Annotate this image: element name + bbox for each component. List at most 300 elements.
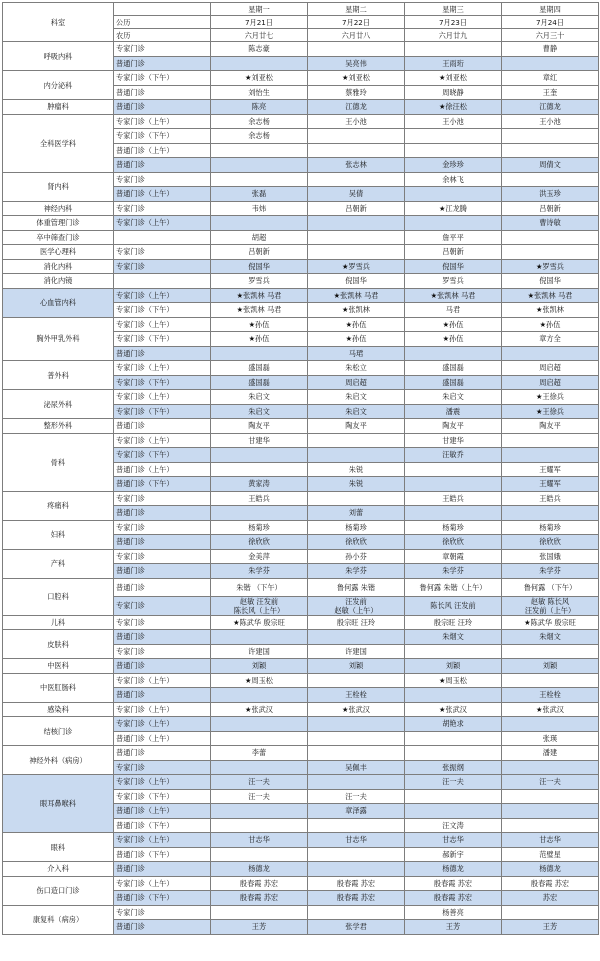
doctor-cell — [502, 346, 599, 361]
department-name: 皮肤科 — [3, 630, 114, 659]
doctor-cell: 张振纲 — [405, 760, 502, 775]
clinic-type: 专家门诊（上午） — [114, 317, 211, 332]
schedule-row — [3, 361, 599, 376]
doctor-cell: 余志杨 — [211, 129, 308, 144]
doctor-cell: 甘志华 — [211, 833, 308, 848]
doctor-cell: 周启超 — [502, 361, 599, 376]
schedule-row — [3, 905, 599, 920]
doctor-cell: 甘志华 — [405, 833, 502, 848]
doctor-cell: 周晓静 — [405, 85, 502, 100]
clinic-type: 专家门诊（下午） — [114, 129, 211, 144]
doctor-cell: 周倩文 — [502, 158, 599, 173]
doctor-cell — [308, 905, 405, 920]
schedule-row — [3, 114, 599, 129]
department-name: 神经内科 — [3, 201, 114, 216]
clinic-type: 专家门诊 — [114, 760, 211, 775]
doctor-cell: 殷春霞 苏宏 — [405, 876, 502, 891]
doctor-cell: 张瑛 — [502, 731, 599, 746]
doctor-cell: 章朝霞 — [405, 549, 502, 564]
schedule-row — [3, 433, 599, 448]
schedule-row — [3, 274, 599, 289]
schedule-row — [3, 775, 599, 790]
doctor-cell — [211, 506, 308, 521]
doctor-cell — [405, 644, 502, 659]
clinic-type: 专家门诊 — [114, 644, 211, 659]
doctor-cell: 章泽露 — [308, 804, 405, 819]
doctor-cell — [308, 775, 405, 790]
clinic-type: 专家门诊（下午） — [114, 404, 211, 419]
doctor-cell: 朱学芬 — [211, 564, 308, 579]
doctor-cell: 刘颖 — [405, 659, 502, 674]
doctor-cell — [405, 731, 502, 746]
schedule-row — [3, 419, 599, 434]
clinic-type: 专家门诊 — [114, 520, 211, 535]
doctor-cell: 李蕾 — [211, 746, 308, 761]
doctor-cell — [211, 905, 308, 920]
doctor-cell: 殷春霞 苏宏 — [405, 891, 502, 906]
doctor-cell: ★江龙腾 — [405, 201, 502, 216]
doctor-cell: 殷宗旺 汪玲 — [405, 615, 502, 630]
doctor-cell: 鲁何露 朱锴 — [308, 578, 405, 596]
doctor-cell: 罗雪兵 — [211, 274, 308, 289]
clinic-type: 普通门诊 — [114, 659, 211, 674]
doctor-cell — [211, 346, 308, 361]
doctor-cell: 汪一夫 — [211, 775, 308, 790]
doctor-cell: 殷宗旺 汪玲 — [308, 615, 405, 630]
doctor-cell: ★周玉松 — [405, 673, 502, 688]
doctor-cell: 周启超 — [308, 375, 405, 390]
doctor-cell: 张志林 — [308, 158, 405, 173]
clinic-type: 普通门诊（上午） — [114, 804, 211, 819]
doctor-cell — [502, 506, 599, 521]
clinic-type: 普通门诊（下午） — [114, 477, 211, 492]
doctor-cell: 倪国华 — [502, 274, 599, 289]
department-name: 肾内科 — [3, 172, 114, 201]
doctor-cell: 刘怡生 — [211, 85, 308, 100]
doctor-cell: 黄家涛 — [211, 477, 308, 492]
doctor-cell: 刘蕾 — [308, 506, 405, 521]
doctor-cell — [308, 216, 405, 231]
doctor-cell: 金珍珍 — [405, 158, 502, 173]
doctor-cell: 汪一夫 — [211, 789, 308, 804]
doctor-cell: ★孙伍 — [211, 332, 308, 347]
clinic-type: 专家门诊 — [114, 201, 211, 216]
doctor-cell: 朱学芬 — [308, 564, 405, 579]
doctor-cell: ★张武汉 — [308, 702, 405, 717]
doctor-cell — [308, 630, 405, 645]
doctor-cell: ★张凯林 马君 — [211, 288, 308, 303]
clinic-type: 专家门诊（下午） — [114, 303, 211, 318]
doctor-cell: 倪国华 — [211, 259, 308, 274]
doctor-cell: 章红 — [502, 71, 599, 86]
doctor-cell: ★孙伍 — [308, 317, 405, 332]
doctor-cell: 王小池 — [308, 114, 405, 129]
doctor-cell — [502, 433, 599, 448]
clinic-type: 专家门诊（上午） — [114, 114, 211, 129]
doctor-cell: 潘震 — [405, 404, 502, 419]
doctor-cell: 洪玉珍 — [502, 187, 599, 202]
doctor-cell: ★孙伍 — [405, 317, 502, 332]
clinic-type: 专家门诊（上午） — [114, 288, 211, 303]
clinic-type: 普通门诊 — [114, 630, 211, 645]
clinic-type: 普通门诊（上午） — [114, 731, 211, 746]
doctor-cell: 盛国磊 — [405, 361, 502, 376]
clinic-type: 专家门诊 — [114, 42, 211, 57]
clinic-type: 专家门诊 — [114, 549, 211, 564]
solar-date-1: 7月21日 — [211, 16, 308, 29]
doctor-cell — [502, 717, 599, 732]
doctor-cell: 朱学芬 — [502, 564, 599, 579]
doctor-cell: 盛国磊 — [211, 361, 308, 376]
doctor-cell — [405, 143, 502, 158]
schedule-row — [3, 71, 599, 86]
doctor-cell: ★陈武华 殷宗旺 — [502, 615, 599, 630]
doctor-cell — [211, 143, 308, 158]
clinic-type: 普通门诊（上午） — [114, 462, 211, 477]
doctor-cell: 朱启文 — [211, 390, 308, 405]
doctor-cell: 王雨珩 — [405, 56, 502, 71]
department-name: 心血管内科 — [3, 288, 114, 317]
doctor-cell: ★刘亚松 — [211, 71, 308, 86]
doctor-cell: ★孙伍 — [502, 317, 599, 332]
doctor-cell: 余志杨 — [211, 114, 308, 129]
doctor-cell — [405, 42, 502, 57]
doctor-cell: 汪文涛 — [405, 818, 502, 833]
doctor-cell: 王皓兵 — [502, 491, 599, 506]
doctor-cell — [502, 804, 599, 819]
schedule-row — [3, 288, 599, 303]
weekday-1: 星期一 — [211, 3, 308, 16]
clinic-type: 专家门诊 — [114, 491, 211, 506]
doctor-cell — [308, 717, 405, 732]
doctor-cell: 江德龙 — [502, 100, 599, 115]
schedule-row — [3, 659, 599, 674]
doctor-cell — [405, 804, 502, 819]
doctor-cell: 吴亮伟 — [308, 56, 405, 71]
clinic-type: 普通门诊 — [114, 419, 211, 434]
schedule-row — [3, 876, 599, 891]
doctor-cell: 刘颖 — [502, 659, 599, 674]
doctor-cell: 徐欣欣 — [211, 535, 308, 550]
doctor-cell — [308, 818, 405, 833]
doctor-cell — [211, 462, 308, 477]
clinic-type: 专家门诊（上午） — [114, 775, 211, 790]
clinic-type: 普通门诊（下午） — [114, 891, 211, 906]
doctor-cell — [211, 717, 308, 732]
solar-date-4: 7月24日 — [502, 16, 599, 29]
doctor-cell: 徐欣欣 — [502, 535, 599, 550]
doctor-cell: 马君 — [405, 303, 502, 318]
doctor-cell: ★孙伍 — [405, 332, 502, 347]
doctor-cell — [211, 56, 308, 71]
clinic-type: 专家门诊（上午） — [114, 673, 211, 688]
doctor-cell: 汪一夫 — [502, 775, 599, 790]
doctor-cell: 殷春霞 苏宏 — [308, 891, 405, 906]
doctor-cell — [502, 245, 599, 260]
doctor-cell: 王皓兵 — [211, 491, 308, 506]
clinic-type: 普通门诊 — [114, 535, 211, 550]
doctor-cell — [211, 731, 308, 746]
doctor-cell — [502, 129, 599, 144]
doctor-cell: ★徐汪松 — [405, 100, 502, 115]
doctor-cell: 陈志豪 — [211, 42, 308, 57]
doctor-cell — [211, 847, 308, 862]
doctor-cell: 马珺 — [308, 346, 405, 361]
department-name: 感染科 — [3, 702, 114, 717]
doctor-cell: 朱启文 — [405, 390, 502, 405]
doctor-cell: 吴佩丰 — [308, 760, 405, 775]
doctor-cell — [308, 245, 405, 260]
clinic-type: 普通门诊 — [114, 862, 211, 877]
doctor-cell: 吕朝新 — [502, 201, 599, 216]
doctor-cell: 杨善亮 — [405, 905, 502, 920]
doctor-cell — [405, 746, 502, 761]
clinic-type: 普通门诊 — [114, 85, 211, 100]
doctor-cell: 倪国华 — [308, 274, 405, 289]
lunar-date-3: 六月廿九 — [405, 29, 502, 42]
doctor-cell: 曹静 — [502, 42, 599, 57]
clinic-type: 专家门诊 — [114, 905, 211, 920]
clinic-type: 专家门诊 — [114, 245, 211, 260]
doctor-cell: 吴倩 — [308, 187, 405, 202]
doctor-cell: 杨菊珍 — [211, 520, 308, 535]
clinic-type: 普通门诊（上午） — [114, 143, 211, 158]
clinic-type: 专家门诊（上午） — [114, 390, 211, 405]
doctor-cell — [308, 847, 405, 862]
clinic-type: 专家门诊（上午） — [114, 833, 211, 848]
department-name: 介入科 — [3, 862, 114, 877]
doctor-cell — [502, 56, 599, 71]
doctor-cell: 王芳 — [211, 920, 308, 935]
doctor-cell: 赵敏 汪发前 陈长风（上午） — [211, 596, 308, 615]
doctor-cell: 张学君 — [308, 920, 405, 935]
doctor-cell — [211, 630, 308, 645]
doctor-cell — [308, 746, 405, 761]
clinic-type: 专家门诊（上午） — [114, 361, 211, 376]
lunar-date-2: 六月廿八 — [308, 29, 405, 42]
doctor-cell: 曹诗敏 — [502, 216, 599, 231]
schedule-table — [2, 2, 599, 935]
department-name: 整形外科 — [3, 419, 114, 434]
clinic-type: 普通门诊 — [114, 158, 211, 173]
doctor-cell: 詹平平 — [405, 230, 502, 245]
doctor-cell — [502, 644, 599, 659]
doctor-cell — [308, 143, 405, 158]
doctor-cell: 甘建华 — [405, 433, 502, 448]
doctor-cell: 王栓栓 — [502, 688, 599, 703]
schedule-row — [3, 862, 599, 877]
doctor-cell: ★张凯林 — [502, 303, 599, 318]
clinic-type: 普通门诊（上午） — [114, 187, 211, 202]
doctor-cell: 鲁何露 朱锴（上午） — [405, 578, 502, 596]
doctor-cell: ★孙伍 — [308, 332, 405, 347]
doctor-cell: ★王徐兵 — [502, 390, 599, 405]
doctor-cell — [405, 129, 502, 144]
doctor-cell: 王芳 — [405, 920, 502, 935]
clinic-type: 普通门诊 — [114, 346, 211, 361]
doctor-cell: 江德龙 — [308, 100, 405, 115]
clinic-type: 普通门诊 — [114, 564, 211, 579]
doctor-cell: 杨菊珍 — [308, 520, 405, 535]
department-name: 消化内镜 — [3, 274, 114, 289]
department-name: 结核门诊 — [3, 717, 114, 746]
department-name: 伤口造口门诊 — [3, 876, 114, 905]
clinic-type: 专家门诊（下午） — [114, 375, 211, 390]
weekday-3: 星期三 — [405, 3, 502, 16]
schedule-row — [3, 746, 599, 761]
doctor-cell — [405, 506, 502, 521]
doctor-cell: 王小池 — [502, 114, 599, 129]
doctor-cell — [405, 462, 502, 477]
clinic-type: 专家门诊（上午） — [114, 876, 211, 891]
dept-header: 科室 — [3, 3, 114, 42]
department-name: 消化内科 — [3, 259, 114, 274]
doctor-cell: 陶友平 — [405, 419, 502, 434]
doctor-cell: 苏宏 — [502, 891, 599, 906]
schedule-row — [3, 230, 599, 245]
clinic-type: 普通门诊（下午） — [114, 847, 211, 862]
schedule-row — [3, 245, 599, 260]
doctor-cell: 朱启文 — [308, 390, 405, 405]
lunar-label: 农历 — [114, 29, 211, 42]
doctor-cell: 甘建华 — [211, 433, 308, 448]
doctor-cell: 吕朝新 — [308, 201, 405, 216]
doctor-cell: 赵敏 陈长风 汪发前（上午） — [502, 596, 599, 615]
schedule-row — [3, 317, 599, 332]
clinic-type: 普通门诊 — [114, 688, 211, 703]
doctor-cell: 甘志华 — [502, 833, 599, 848]
doctor-cell: 杨德龙 — [502, 862, 599, 877]
schedule-row — [3, 259, 599, 274]
doctor-cell: 杨德龙 — [211, 862, 308, 877]
doctor-cell: 朱烟文 — [405, 630, 502, 645]
doctor-cell — [502, 905, 599, 920]
doctor-cell — [405, 477, 502, 492]
doctor-cell: 盛国磊 — [211, 375, 308, 390]
doctor-cell: 鲁何露 （下午） — [502, 578, 599, 596]
clinic-type: 专家门诊 — [114, 259, 211, 274]
doctor-cell — [211, 216, 308, 231]
doctor-cell: 王奎 — [502, 85, 599, 100]
doctor-cell: 朱学芬 — [405, 564, 502, 579]
doctor-cell — [211, 158, 308, 173]
doctor-cell: 王芳 — [502, 920, 599, 935]
doctor-cell: 吕朝新 — [211, 245, 308, 260]
schedule-row — [3, 216, 599, 231]
doctor-cell — [308, 673, 405, 688]
doctor-cell — [308, 731, 405, 746]
doctor-cell: 杨德龙 — [405, 862, 502, 877]
department-name: 口腔科 — [3, 578, 114, 615]
doctor-cell: 金美萍 — [211, 549, 308, 564]
doctor-cell: 盛国磊 — [405, 375, 502, 390]
doctor-cell: ★罗雪兵 — [308, 259, 405, 274]
schedule-row — [3, 201, 599, 216]
doctor-cell — [405, 688, 502, 703]
solar-label: 公历 — [114, 16, 211, 29]
clinic-type: 普通门诊（下午） — [114, 818, 211, 833]
header-row-week — [3, 3, 599, 16]
doctor-cell: 朱启文 — [308, 404, 405, 419]
department-name: 眼科 — [3, 833, 114, 862]
clinic-type: 专家门诊（上午） — [114, 216, 211, 231]
doctor-cell: 许建国 — [211, 644, 308, 659]
doctor-cell: 汪一夫 — [308, 789, 405, 804]
schedule-row — [3, 702, 599, 717]
doctor-cell: 汪一夫 — [405, 775, 502, 790]
doctor-cell: 张国娥 — [502, 549, 599, 564]
doctor-cell: 陈长风 汪发前 — [405, 596, 502, 615]
schedule-row — [3, 520, 599, 535]
schedule-row — [3, 717, 599, 732]
doctor-cell — [502, 143, 599, 158]
department-name: 普外科 — [3, 361, 114, 390]
doctor-cell — [308, 491, 405, 506]
doctor-cell: ★张凯林 马君 — [405, 288, 502, 303]
schedule-row — [3, 491, 599, 506]
doctor-cell: 陶友平 — [211, 419, 308, 434]
schedule-row — [3, 630, 599, 645]
doctor-cell: 汪发前 赵敏（上午） — [308, 596, 405, 615]
department-name: 中医科 — [3, 659, 114, 674]
clinic-type: 专家门诊（下午） — [114, 448, 211, 463]
doctor-cell: 韦炜 — [211, 201, 308, 216]
doctor-cell — [405, 346, 502, 361]
doctor-cell: ★陈武华 殷宗旺 — [211, 615, 308, 630]
schedule-row — [3, 172, 599, 187]
department-name: 卒中筛查门诊 — [3, 230, 114, 245]
doctor-cell: 陈亮 — [211, 100, 308, 115]
doctor-cell: 陶友平 — [502, 419, 599, 434]
doctor-cell: ★张武汉 — [211, 702, 308, 717]
schedule-row — [3, 578, 599, 596]
department-name: 内分泌科 — [3, 71, 114, 100]
doctor-cell — [308, 129, 405, 144]
department-name: 眼耳鼻喉科 — [3, 775, 114, 833]
department-name: 疼痛科 — [3, 491, 114, 520]
clinic-type: 专家门诊 — [114, 615, 211, 630]
doctor-cell: 王皓兵 — [405, 491, 502, 506]
department-name: 康复科（病房） — [3, 905, 114, 934]
lunar-date-1: 六月廿七 — [211, 29, 308, 42]
doctor-cell — [211, 688, 308, 703]
clinic-type: 普通门诊 — [114, 506, 211, 521]
doctor-cell: 吕朝新 — [405, 245, 502, 260]
doctor-cell: ★罗雪兵 — [502, 259, 599, 274]
doctor-cell: 郝新宇 — [405, 847, 502, 862]
clinic-type: 普通门诊 — [114, 56, 211, 71]
lunar-date-4: 六月三十 — [502, 29, 599, 42]
department-name: 胸外甲乳外科 — [3, 317, 114, 361]
doctor-cell: 朱启文 — [211, 404, 308, 419]
doctor-cell: ★张凯林 马君 — [308, 288, 405, 303]
schedule-row — [3, 833, 599, 848]
schedule-row — [3, 549, 599, 564]
weekday-2: 星期二 — [308, 3, 405, 16]
doctor-cell: ★孙伍 — [211, 317, 308, 332]
solar-date-3: 7月23日 — [405, 16, 502, 29]
doctor-cell: 朱锐 — [308, 477, 405, 492]
doctor-cell: 王栓栓 — [308, 688, 405, 703]
doctor-cell — [502, 172, 599, 187]
clinic-type: 专家门诊（上午） — [114, 702, 211, 717]
department-name: 肿瘤科 — [3, 100, 114, 115]
clinic-type: 专家门诊（上午） — [114, 717, 211, 732]
doctor-cell: ★刘亚松 — [308, 71, 405, 86]
doctor-cell — [308, 230, 405, 245]
department-name: 医学心理科 — [3, 245, 114, 260]
doctor-cell: 罗雪兵 — [405, 274, 502, 289]
